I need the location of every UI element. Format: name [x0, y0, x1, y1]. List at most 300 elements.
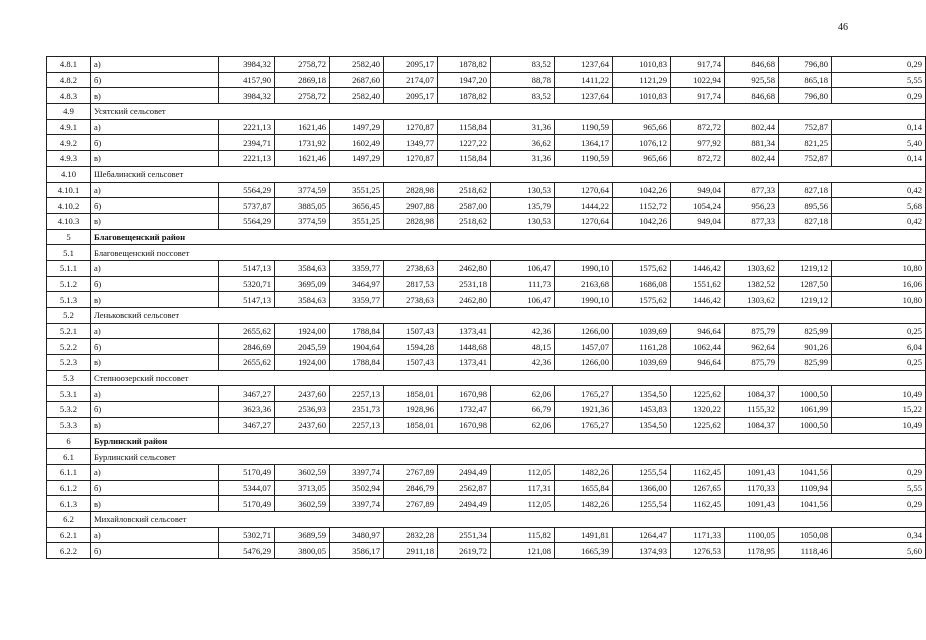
row-variant-label: б) [91, 72, 219, 88]
value-cell: 1010,83 [613, 88, 671, 104]
value-cell: 66,79 [491, 402, 555, 418]
value-cell: 1551,62 [671, 276, 725, 292]
value-cell: 1109,94 [779, 480, 832, 496]
value-cell: 0,14 [832, 119, 926, 135]
value-cell: 825,99 [779, 355, 832, 371]
row-code: 6.1 [47, 449, 91, 465]
value-cell: 2562,87 [438, 480, 491, 496]
value-cell: 1670,98 [438, 417, 491, 433]
value-cell: 130,53 [491, 213, 555, 229]
value-cell: 3984,32 [219, 57, 275, 73]
row-code: 5.3 [47, 370, 91, 386]
table-row [47, 339, 926, 355]
council-title: Леньковский сельсовет [91, 308, 926, 324]
value-cell: 1444,22 [555, 198, 613, 214]
value-cell: 1446,42 [671, 260, 725, 276]
row-code: 4.10 [47, 166, 91, 182]
value-cell: 875,79 [725, 323, 779, 339]
section-header-row [47, 229, 926, 245]
value-cell: 881,34 [725, 135, 779, 151]
table-row [47, 213, 926, 229]
row-code: 4.8.3 [47, 88, 91, 104]
row-code: 4.9 [47, 104, 91, 120]
table-row [47, 464, 926, 480]
value-cell: 2687,60 [330, 72, 384, 88]
value-cell: 2257,13 [330, 386, 384, 402]
value-cell: 2437,60 [275, 417, 330, 433]
value-cell: 3359,77 [330, 292, 384, 308]
value-cell: 1765,27 [555, 417, 613, 433]
value-cell: 5,40 [832, 135, 926, 151]
value-cell: 1039,69 [613, 323, 671, 339]
value-cell: 1349,77 [384, 135, 438, 151]
value-cell: 83,52 [491, 88, 555, 104]
value-cell: 1858,01 [384, 386, 438, 402]
table-row [47, 355, 926, 371]
value-cell: 3551,25 [330, 213, 384, 229]
value-cell: 3584,63 [275, 260, 330, 276]
value-cell: 3656,45 [330, 198, 384, 214]
value-cell: 1178,95 [725, 543, 779, 559]
table-row [47, 72, 926, 88]
value-cell: 1364,17 [555, 135, 613, 151]
row-variant-label: а) [91, 464, 219, 480]
value-cell: 5,55 [832, 72, 926, 88]
table-body [47, 57, 926, 559]
value-cell: 2758,72 [275, 88, 330, 104]
value-cell: 1366,00 [613, 480, 671, 496]
value-cell: 1765,27 [555, 386, 613, 402]
value-cell: 5,60 [832, 543, 926, 559]
value-cell: 875,79 [725, 355, 779, 371]
value-cell: 949,04 [671, 182, 725, 198]
value-cell: 1227,22 [438, 135, 491, 151]
council-title: Усятский сельсовет [91, 104, 926, 120]
value-cell: 1878,82 [438, 88, 491, 104]
row-code: 5.2.2 [47, 339, 91, 355]
value-cell: 3885,05 [275, 198, 330, 214]
value-cell: 2828,98 [384, 182, 438, 198]
table-row [47, 323, 926, 339]
row-variant-label: в) [91, 355, 219, 371]
value-cell: 1320,22 [671, 402, 725, 418]
value-cell: 2911,18 [384, 543, 438, 559]
value-cell: 1170,33 [725, 480, 779, 496]
value-cell: 1670,98 [438, 386, 491, 402]
row-variant-label: б) [91, 480, 219, 496]
value-cell: 1732,47 [438, 402, 491, 418]
value-cell: 1010,83 [613, 57, 671, 73]
value-cell: 5147,13 [219, 292, 275, 308]
row-code: 5 [47, 229, 91, 245]
value-cell: 872,72 [671, 119, 725, 135]
value-cell: 1041,56 [779, 464, 832, 480]
value-cell: 1042,26 [613, 213, 671, 229]
value-cell: 1042,26 [613, 182, 671, 198]
value-cell: 2174,07 [384, 72, 438, 88]
value-cell: 1270,64 [555, 213, 613, 229]
table-row [47, 480, 926, 496]
row-code: 5.1 [47, 245, 91, 261]
value-cell: 1788,84 [330, 323, 384, 339]
row-variant-label: б) [91, 198, 219, 214]
value-cell: 4157,90 [219, 72, 275, 88]
value-cell: 1061,99 [779, 402, 832, 418]
value-cell: 1788,84 [330, 355, 384, 371]
row-code: 6.2.2 [47, 543, 91, 559]
value-cell: 2619,72 [438, 543, 491, 559]
value-cell: 1255,54 [613, 496, 671, 512]
row-variant-label: б) [91, 402, 219, 418]
value-cell: 3695,09 [275, 276, 330, 292]
value-cell: 1904,64 [330, 339, 384, 355]
value-cell: 1373,41 [438, 323, 491, 339]
value-cell: 827,18 [779, 213, 832, 229]
value-cell: 1507,43 [384, 355, 438, 371]
value-cell: 1373,41 [438, 355, 491, 371]
table-row [47, 182, 926, 198]
row-variant-label: б) [91, 339, 219, 355]
value-cell: 1158,84 [438, 119, 491, 135]
row-code: 4.10.2 [47, 198, 91, 214]
value-cell: 10,80 [832, 260, 926, 276]
value-cell: 106,47 [491, 260, 555, 276]
council-title: Шебалинский сельсовет [91, 166, 926, 182]
value-cell: 3584,63 [275, 292, 330, 308]
value-cell: 825,99 [779, 323, 832, 339]
value-cell: 2531,18 [438, 276, 491, 292]
value-cell: 1084,37 [725, 386, 779, 402]
value-cell: 0,29 [832, 496, 926, 512]
value-cell: 1237,64 [555, 57, 613, 73]
value-cell: 1382,52 [725, 276, 779, 292]
value-cell: 872,72 [671, 151, 725, 167]
value-cell: 917,74 [671, 57, 725, 73]
value-cell: 42,36 [491, 323, 555, 339]
row-variant-label: а) [91, 323, 219, 339]
value-cell: 1091,43 [725, 464, 779, 480]
value-cell: 5147,13 [219, 260, 275, 276]
value-cell: 2758,72 [275, 57, 330, 73]
value-cell: 3774,59 [275, 213, 330, 229]
value-cell: 5302,71 [219, 527, 275, 543]
value-cell: 3397,74 [330, 496, 384, 512]
value-cell: 121,08 [491, 543, 555, 559]
value-cell: 36,62 [491, 135, 555, 151]
value-cell: 1076,12 [613, 135, 671, 151]
value-cell: 3467,27 [219, 386, 275, 402]
value-cell: 0,29 [832, 464, 926, 480]
value-cell: 2767,89 [384, 496, 438, 512]
row-code: 5.2.1 [47, 323, 91, 339]
value-cell: 1924,00 [275, 355, 330, 371]
value-cell: 956,23 [725, 198, 779, 214]
value-cell: 796,80 [779, 88, 832, 104]
table-row [47, 135, 926, 151]
value-cell: 1858,01 [384, 417, 438, 433]
value-cell: 2869,18 [275, 72, 330, 88]
row-variant-label: в) [91, 496, 219, 512]
value-cell: 42,36 [491, 355, 555, 371]
value-cell: 3689,59 [275, 527, 330, 543]
value-cell: 901,26 [779, 339, 832, 355]
value-cell: 31,36 [491, 151, 555, 167]
page-number: 46 [838, 22, 848, 33]
value-cell: 5564,29 [219, 213, 275, 229]
value-cell: 2494,49 [438, 496, 491, 512]
value-cell: 949,04 [671, 213, 725, 229]
value-cell: 1039,69 [613, 355, 671, 371]
row-code: 6.1.1 [47, 464, 91, 480]
value-cell: 10,80 [832, 292, 926, 308]
row-variant-label: в) [91, 292, 219, 308]
value-cell: 3602,59 [275, 496, 330, 512]
row-variant-label: б) [91, 543, 219, 559]
value-cell: 0,25 [832, 355, 926, 371]
value-cell: 752,87 [779, 151, 832, 167]
value-cell: 2462,80 [438, 260, 491, 276]
row-variant-label: а) [91, 57, 219, 73]
row-code: 4.10.1 [47, 182, 91, 198]
table-row [47, 88, 926, 104]
value-cell: 2738,63 [384, 260, 438, 276]
value-cell: 1276,53 [671, 543, 725, 559]
row-variant-label: в) [91, 417, 219, 433]
row-code: 4.10.3 [47, 213, 91, 229]
value-cell: 1446,42 [671, 292, 725, 308]
value-cell: 1225,62 [671, 417, 725, 433]
value-cell: 3623,36 [219, 402, 275, 418]
value-cell: 3984,32 [219, 88, 275, 104]
value-cell: 3713,05 [275, 480, 330, 496]
value-cell: 3502,94 [330, 480, 384, 496]
council-title: Михайловский сельсовет [91, 511, 926, 527]
council-title: Бурлинский сельсовет [91, 449, 926, 465]
value-cell: 2587,00 [438, 198, 491, 214]
value-cell: 1237,64 [555, 88, 613, 104]
value-cell: 2817,53 [384, 276, 438, 292]
value-cell: 16,06 [832, 276, 926, 292]
value-cell: 2462,80 [438, 292, 491, 308]
value-cell: 5564,29 [219, 182, 275, 198]
value-cell: 111,73 [491, 276, 555, 292]
value-cell: 3551,25 [330, 182, 384, 198]
table-row [47, 276, 926, 292]
value-cell: 2832,28 [384, 527, 438, 543]
value-cell: 1354,50 [613, 386, 671, 402]
value-cell: 2394,71 [219, 135, 275, 151]
row-code: 5.1.1 [47, 260, 91, 276]
value-cell: 1161,28 [613, 339, 671, 355]
row-code: 6 [47, 433, 91, 449]
row-code: 4.9.3 [47, 151, 91, 167]
value-cell: 2437,60 [275, 386, 330, 402]
subsection-header-row [47, 104, 926, 120]
value-cell: 48,15 [491, 339, 555, 355]
value-cell: 962,64 [725, 339, 779, 355]
value-cell: 2221,13 [219, 151, 275, 167]
value-cell: 1266,00 [555, 323, 613, 339]
row-variant-label: в) [91, 151, 219, 167]
value-cell: 0,42 [832, 182, 926, 198]
value-cell: 3480,97 [330, 527, 384, 543]
value-cell: 3774,59 [275, 182, 330, 198]
value-cell: 115,82 [491, 527, 555, 543]
value-cell: 1947,20 [438, 72, 491, 88]
value-cell: 1928,96 [384, 402, 438, 418]
row-variant-label: в) [91, 88, 219, 104]
value-cell: 1457,07 [555, 339, 613, 355]
value-cell: 1091,43 [725, 496, 779, 512]
value-cell: 1266,00 [555, 355, 613, 371]
value-cell: 31,36 [491, 119, 555, 135]
row-code: 4.8.1 [47, 57, 91, 73]
district-title: Бурлинский район [91, 433, 926, 449]
council-title: Благовещенский поссовет [91, 245, 926, 261]
value-cell: 1621,46 [275, 119, 330, 135]
row-code: 5.2 [47, 308, 91, 324]
value-cell: 0,29 [832, 88, 926, 104]
row-code: 6.1.3 [47, 496, 91, 512]
value-cell: 0,29 [832, 57, 926, 73]
district-title: Благовещенский район [91, 229, 926, 245]
value-cell: 2536,93 [275, 402, 330, 418]
value-cell: 1448,68 [438, 339, 491, 355]
value-cell: 2907,88 [384, 198, 438, 214]
section-header-row [47, 433, 926, 449]
value-cell: 1264,47 [613, 527, 671, 543]
value-cell: 1219,12 [779, 292, 832, 308]
subsection-header-row [47, 166, 926, 182]
value-cell: 946,64 [671, 323, 725, 339]
value-cell: 1921,36 [555, 402, 613, 418]
subsection-header-row [47, 449, 926, 465]
value-cell: 1287,50 [779, 276, 832, 292]
value-cell: 1303,62 [725, 260, 779, 276]
row-code: 5.3.2 [47, 402, 91, 418]
value-cell: 2738,63 [384, 292, 438, 308]
value-cell: 895,56 [779, 198, 832, 214]
value-cell: 3800,05 [275, 543, 330, 559]
value-cell: 112,05 [491, 464, 555, 480]
table-row [47, 543, 926, 559]
table-row [47, 151, 926, 167]
value-cell: 1878,82 [438, 57, 491, 73]
value-cell: 1990,10 [555, 292, 613, 308]
value-cell: 865,18 [779, 72, 832, 88]
value-cell: 752,87 [779, 119, 832, 135]
value-cell: 2494,49 [438, 464, 491, 480]
value-cell: 877,33 [725, 213, 779, 229]
row-code: 6.1.2 [47, 480, 91, 496]
value-cell: 2767,89 [384, 464, 438, 480]
value-cell: 846,68 [725, 88, 779, 104]
row-code: 5.2.3 [47, 355, 91, 371]
value-cell: 1303,62 [725, 292, 779, 308]
value-cell: 827,18 [779, 182, 832, 198]
row-variant-label: б) [91, 276, 219, 292]
value-cell: 1225,62 [671, 386, 725, 402]
value-cell: 2163,68 [555, 276, 613, 292]
value-cell: 5170,49 [219, 464, 275, 480]
value-cell: 10,49 [832, 386, 926, 402]
table-row [47, 417, 926, 433]
value-cell: 1255,54 [613, 464, 671, 480]
value-cell: 5320,71 [219, 276, 275, 292]
value-cell: 1497,29 [330, 151, 384, 167]
value-cell: 2846,79 [384, 480, 438, 496]
value-cell: 821,25 [779, 135, 832, 151]
value-cell: 1152,72 [613, 198, 671, 214]
row-variant-label: в) [91, 213, 219, 229]
value-cell: 1497,29 [330, 119, 384, 135]
value-cell: 106,47 [491, 292, 555, 308]
table-row [47, 386, 926, 402]
subsection-header-row [47, 511, 926, 527]
value-cell: 1602,49 [330, 135, 384, 151]
table-row [47, 119, 926, 135]
row-code: 6.2 [47, 511, 91, 527]
value-cell: 2045,59 [275, 339, 330, 355]
value-cell: 0,25 [832, 323, 926, 339]
value-cell: 1482,26 [555, 464, 613, 480]
row-code: 4.9.1 [47, 119, 91, 135]
table-row [47, 292, 926, 308]
row-variant-label: а) [91, 119, 219, 135]
value-cell: 3397,74 [330, 464, 384, 480]
value-cell: 1924,00 [275, 323, 330, 339]
data-table [46, 56, 926, 559]
value-cell: 0,42 [832, 213, 926, 229]
value-cell: 1162,45 [671, 496, 725, 512]
subsection-header-row [47, 308, 926, 324]
table-row [47, 260, 926, 276]
value-cell: 1491,81 [555, 527, 613, 543]
value-cell: 1190,59 [555, 119, 613, 135]
row-variant-label: а) [91, 260, 219, 276]
row-code: 5.3.3 [47, 417, 91, 433]
value-cell: 3602,59 [275, 464, 330, 480]
row-code: 4.8.2 [47, 72, 91, 88]
council-title: Степноозерский поссовет [91, 370, 926, 386]
value-cell: 1100,05 [725, 527, 779, 543]
value-cell: 2518,62 [438, 213, 491, 229]
value-cell: 3359,77 [330, 260, 384, 276]
value-cell: 2582,40 [330, 88, 384, 104]
value-cell: 5344,07 [219, 480, 275, 496]
value-cell: 946,64 [671, 355, 725, 371]
row-variant-label: б) [91, 135, 219, 151]
value-cell: 1062,44 [671, 339, 725, 355]
row-variant-label: а) [91, 527, 219, 543]
value-cell: 117,31 [491, 480, 555, 496]
value-cell: 1158,84 [438, 151, 491, 167]
value-cell: 1655,84 [555, 480, 613, 496]
value-cell: 3464,97 [330, 276, 384, 292]
value-cell: 0,34 [832, 527, 926, 543]
value-cell: 5170,49 [219, 496, 275, 512]
value-cell: 1190,59 [555, 151, 613, 167]
value-cell: 1665,39 [555, 543, 613, 559]
table-row [47, 57, 926, 73]
value-cell: 1453,83 [613, 402, 671, 418]
value-cell: 5,55 [832, 480, 926, 496]
subsection-header-row [47, 245, 926, 261]
value-cell: 1041,56 [779, 496, 832, 512]
value-cell: 112,05 [491, 496, 555, 512]
value-cell: 1270,64 [555, 182, 613, 198]
row-variant-label: а) [91, 182, 219, 198]
